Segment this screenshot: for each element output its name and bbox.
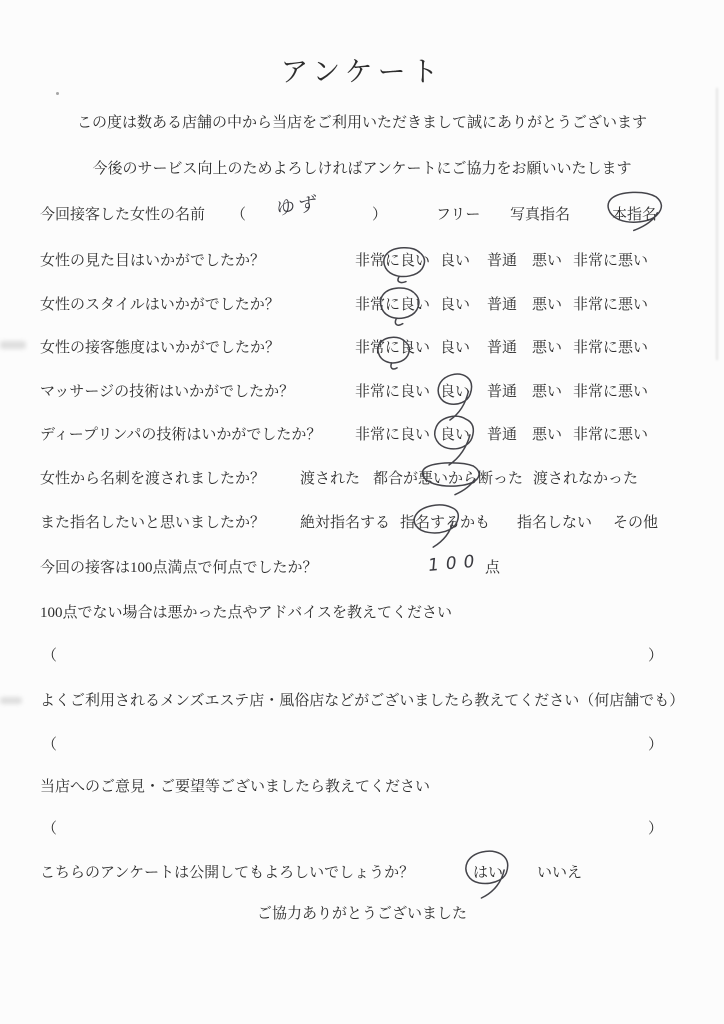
option-good: 良い <box>440 384 471 400</box>
answer-paren-open: （ <box>42 648 58 664</box>
option-very-good: 非常に良い <box>355 384 431 400</box>
option-bad: 悪い <box>532 297 563 313</box>
question-label: 女性のスタイルはいかがでしたか？ <box>40 297 280 313</box>
question-label: ディープリンパの技術はいかがでしたか？ <box>40 427 322 443</box>
option-normal: 普通 <box>487 384 518 400</box>
option-very-bad: 非常に悪い <box>573 340 649 356</box>
name-question-label: 今回接客した女性の名前 <box>40 207 206 223</box>
option-no: 指名しない <box>517 515 593 531</box>
option-very-bad: 非常に悪い <box>573 297 649 313</box>
question-label: よくご利用されるメンズエステ店・風俗店などがございましたら教えてください（何店舗でも） <box>40 693 685 709</box>
answer-paren-open: （ <box>42 737 58 753</box>
question-label: 100点でない場合は悪かった点やアドバイスを教えてください <box>40 605 453 621</box>
name-paren-open: （ <box>231 207 247 223</box>
option-bad: 悪い <box>532 340 563 356</box>
option-declined: 都合が悪いから断った <box>373 471 524 487</box>
intro-line-1: この度は数ある店舗の中から当店をご利用いただきまして誠にありがとうございます <box>76 115 647 131</box>
option-received: 渡された <box>300 471 361 487</box>
question-label: また指名したいと思いましたか？ <box>40 515 266 531</box>
answer-paren-close: ） <box>648 648 664 664</box>
option-good: 良い <box>440 340 471 356</box>
handwritten-girl-name: ゆず <box>275 192 321 221</box>
answer-paren-close: ） <box>648 821 664 837</box>
option-very-good: 非常に良い <box>355 297 431 313</box>
question-label: 女性の接客態度はいかがでしたか？ <box>40 340 281 356</box>
option-normal: 普通 <box>487 427 518 443</box>
option-good: 良い <box>440 253 471 269</box>
option-good: 良い <box>440 427 471 443</box>
question-label: 当店へのご意見・ご要望等ございましたら教えてください <box>40 779 431 795</box>
option-not-received: 渡されなかった <box>533 471 639 487</box>
option-very-good: 非常に良い <box>355 340 431 356</box>
option-good: 良い <box>440 297 471 313</box>
option-maybe: 指名するかも <box>400 515 491 531</box>
name-option-photo-shimei: 写真指名 <box>510 207 571 223</box>
option-very-bad: 非常に悪い <box>573 427 649 443</box>
option-bad: 悪い <box>532 253 563 269</box>
selection-circle-looks <box>379 244 429 284</box>
option-other: その他 <box>613 515 659 531</box>
option-no: いいえ <box>537 865 583 881</box>
scan-smudge-left-2 <box>0 697 22 704</box>
option-yes: はい <box>473 865 504 881</box>
scan-smudge-left-1 <box>0 341 26 349</box>
footer-thanks: ご協力ありがとうございました <box>256 906 467 922</box>
question-label: こちらのアンケートは公開してもよろしいでしょうか？ <box>40 865 415 881</box>
option-normal: 普通 <box>487 340 518 356</box>
selection-circle-lymph <box>431 414 481 466</box>
option-normal: 普通 <box>487 297 518 313</box>
option-very-good: 非常に良い <box>355 427 431 443</box>
option-very-bad: 非常に悪い <box>573 384 649 400</box>
option-bad: 悪い <box>532 384 563 400</box>
option-very-bad: 非常に悪い <box>573 253 649 269</box>
intro-line-2: 今後のサービス向上のためよろしければアンケートにご協力をお願いいたします <box>92 161 632 177</box>
question-label: 女性の見た目はいかがでしたか？ <box>40 253 266 269</box>
selection-circle-style <box>377 285 423 327</box>
selection-circle-card <box>418 462 484 496</box>
option-definitely: 絶対指名する <box>300 515 391 531</box>
selection-circle-hon-shimei <box>604 191 666 233</box>
name-option-free: フリー <box>436 207 481 223</box>
name-option-hon-shimei: 本指名 <box>612 207 658 223</box>
option-bad: 悪い <box>532 427 563 443</box>
answer-paren-close: ） <box>648 737 664 753</box>
question-label: 女性から名刺を渡されましたか？ <box>40 471 266 487</box>
scan-speck <box>56 92 59 95</box>
selection-circle-publish <box>462 850 516 900</box>
page-title: アンケート <box>280 57 444 88</box>
selection-circle-repeat <box>410 503 468 549</box>
name-paren-close: ） <box>372 207 388 223</box>
option-very-good: 非常に良い <box>355 253 431 269</box>
handwritten-score: 100 <box>427 551 483 576</box>
score-unit: 点 <box>485 560 501 576</box>
question-label: 今回の接客は100点満点で何点でしたか？ <box>40 560 318 576</box>
selection-circle-attitude <box>375 334 413 370</box>
answer-paren-open: （ <box>42 821 58 837</box>
option-normal: 普通 <box>487 253 518 269</box>
question-label: マッサージの技術はいかがでしたか？ <box>40 384 295 400</box>
